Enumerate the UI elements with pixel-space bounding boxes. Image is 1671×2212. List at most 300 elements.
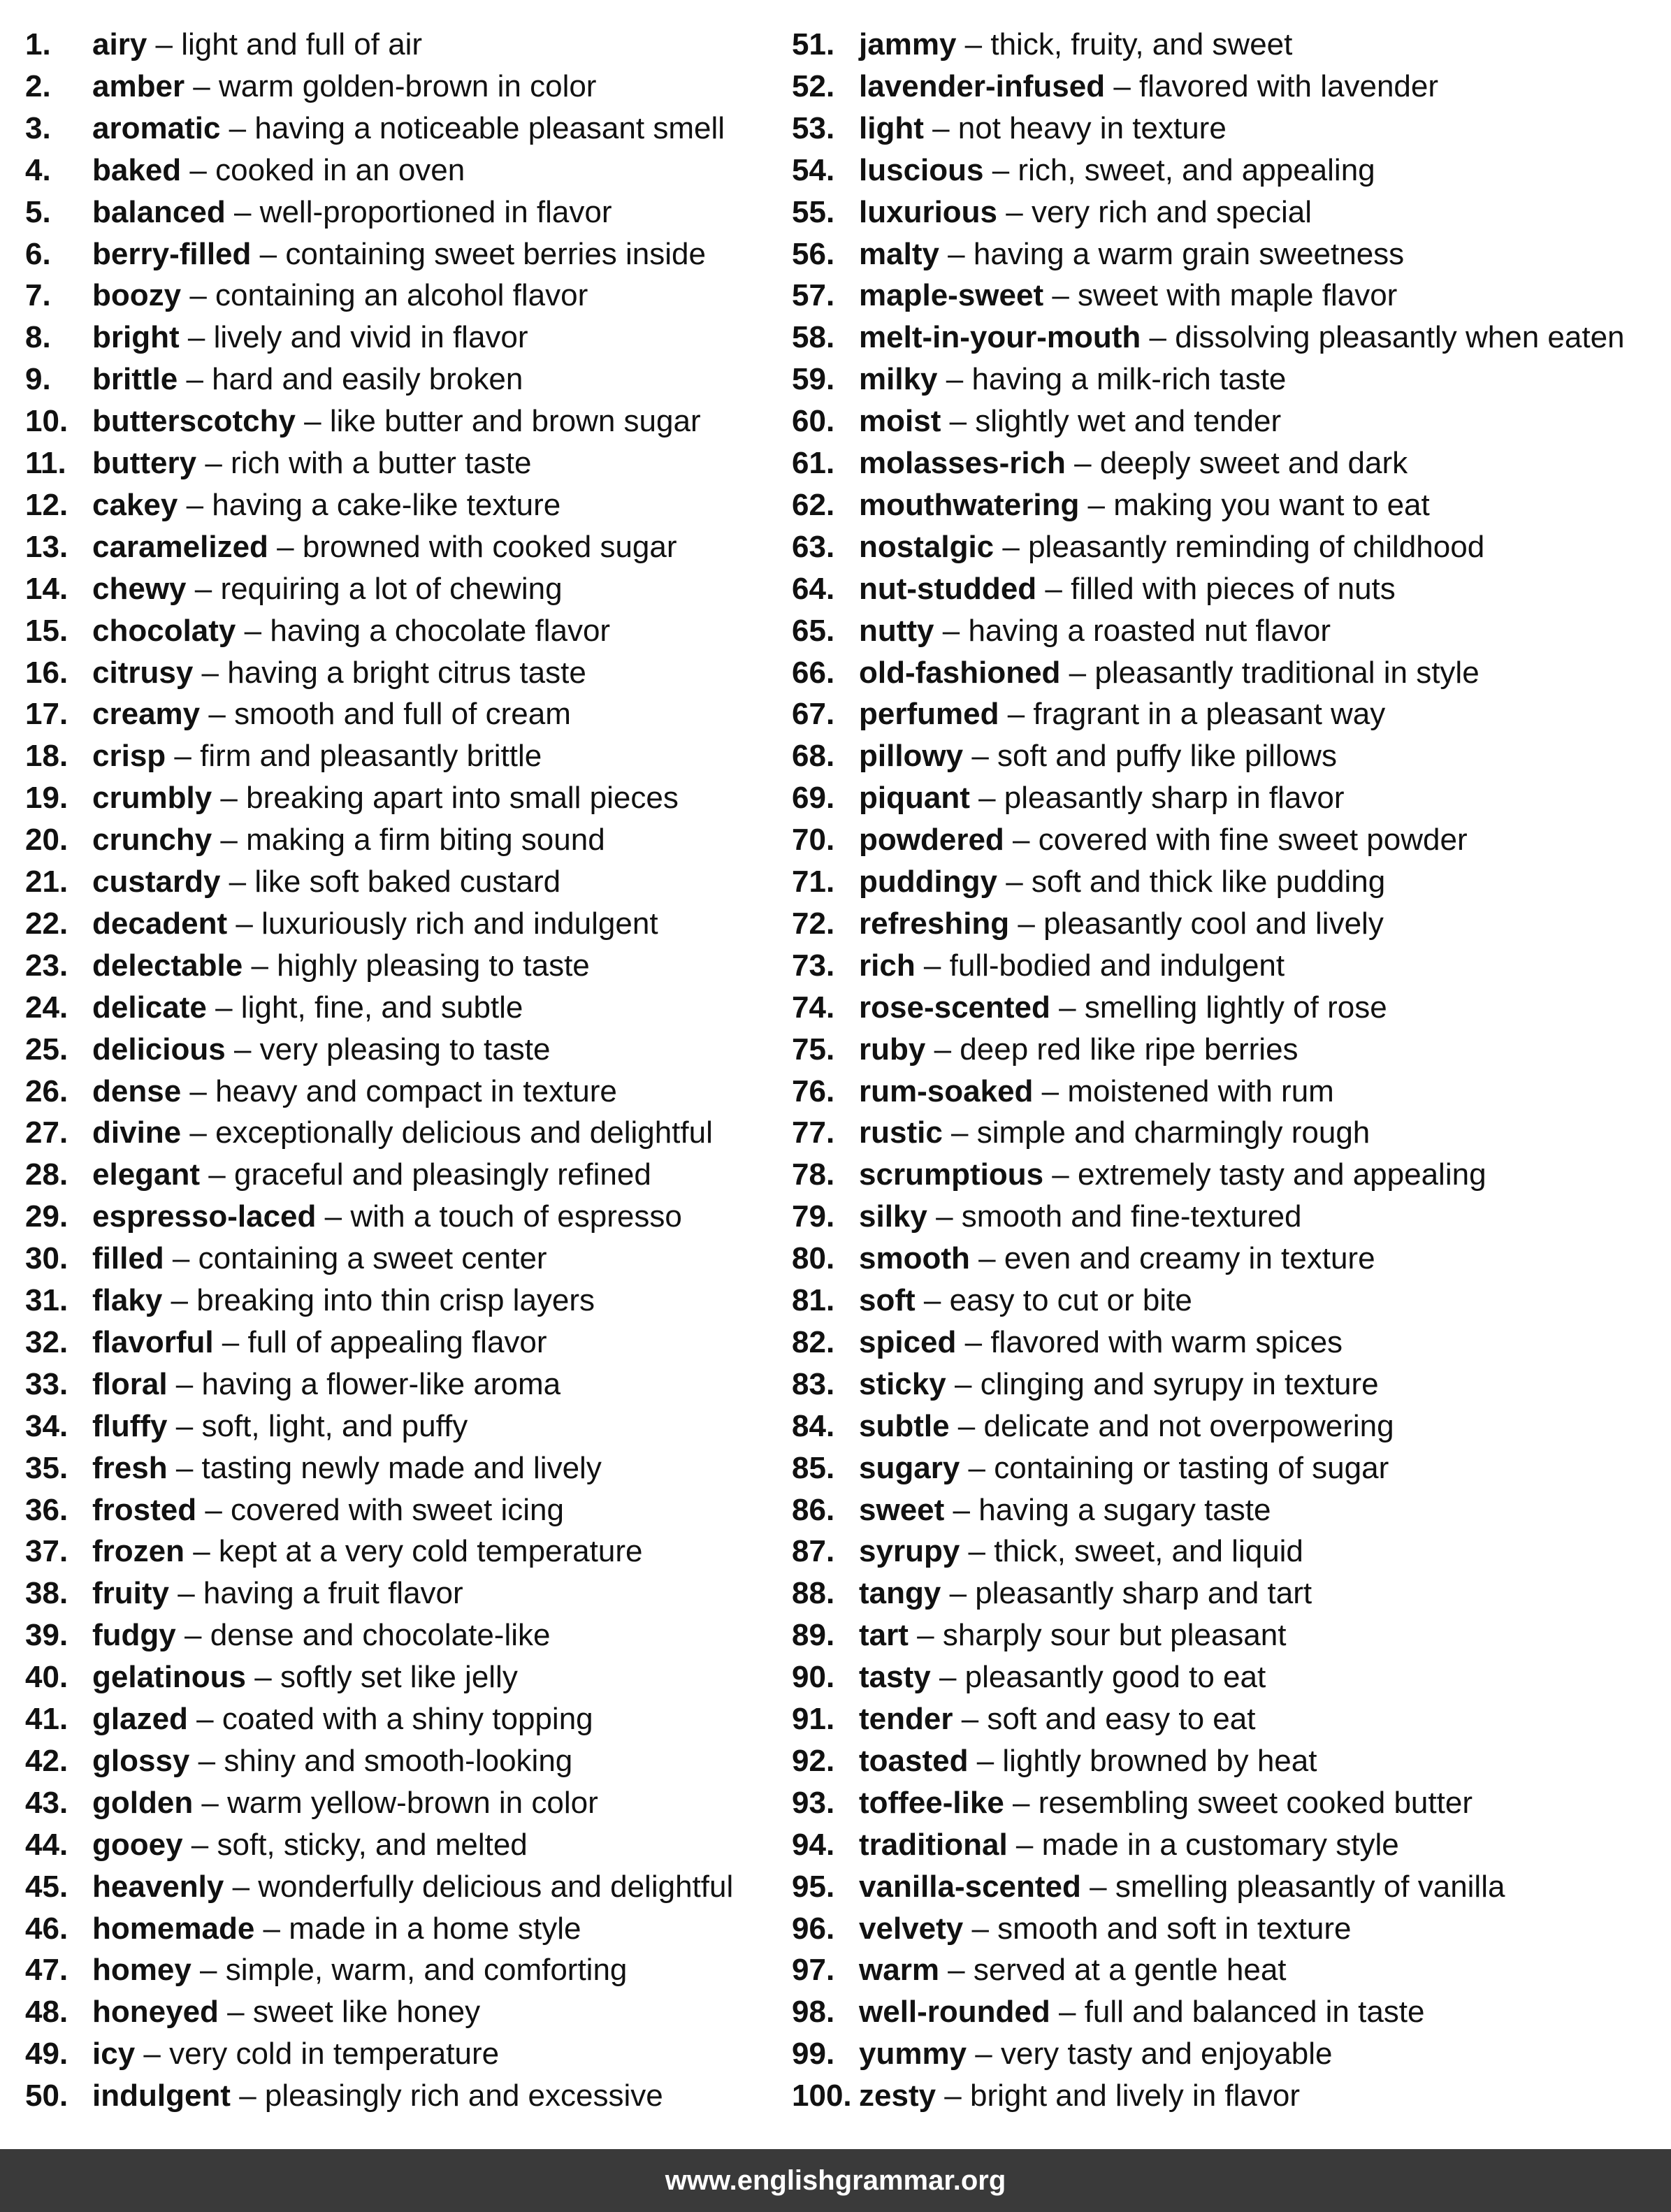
list-item [792, 1698, 1255, 1740]
list-item [25, 317, 528, 359]
list-item [792, 1447, 1389, 1489]
list-item [25, 2075, 663, 2117]
item-number: 59. [792, 362, 835, 397]
item-separator: – [246, 1660, 280, 1695]
list-item [792, 2075, 1300, 2117]
item-number: 100. [792, 2079, 852, 2113]
item-word: tart [859, 1618, 909, 1653]
item-word: luxurious [859, 194, 998, 229]
list-item [792, 1489, 1271, 1531]
item-definition: having a warm grain sweetness [973, 236, 1405, 271]
item-word: boozy [92, 278, 182, 313]
item-separator: – [227, 906, 262, 941]
item-separator: – [963, 739, 998, 774]
item-number: 86. [792, 1492, 835, 1527]
list-item [25, 1656, 518, 1698]
item-word: espresso-laced [92, 1199, 317, 1234]
item-separator: – [166, 739, 201, 774]
item-separator: – [193, 655, 228, 690]
item-number: 77. [792, 1115, 835, 1150]
list-item [25, 1740, 572, 1782]
item-definition: with a touch of espresso [350, 1199, 682, 1234]
item-separator: – [212, 823, 247, 858]
item-definition: having a bright citrus taste [227, 655, 586, 690]
item-number: 57. [792, 278, 835, 313]
item-separator: – [915, 948, 950, 983]
list-item [792, 1238, 1375, 1280]
item-word: baked [92, 152, 182, 187]
item-definition: slightly wet and tender [975, 404, 1282, 439]
item-definition: making you want to eat [1113, 487, 1430, 522]
item-number: 61. [792, 446, 835, 480]
item-number: 34. [25, 1408, 68, 1443]
list-item [25, 1029, 550, 1071]
item-word: piquant [859, 781, 970, 816]
item-definition: warm golden-brown in color [219, 68, 597, 103]
list-item [25, 526, 677, 568]
item-definition: deep red like ripe berries [960, 1032, 1299, 1067]
item-separator: – [1060, 655, 1095, 690]
item-separator: – [167, 1450, 202, 1485]
list-item [792, 108, 1227, 150]
list-item [25, 1531, 642, 1573]
item-number: 1. [25, 27, 51, 62]
item-separator: – [956, 1324, 991, 1359]
item-word: citrusy [92, 655, 194, 690]
item-separator: – [181, 1115, 216, 1150]
item-definition: moistened with rum [1067, 1074, 1334, 1108]
item-separator: – [1105, 68, 1140, 103]
item-word: heavenly [92, 1869, 224, 1904]
item-definition: flavored with warm spices [990, 1324, 1343, 1359]
item-number: 44. [25, 1827, 68, 1862]
item-separator: – [147, 27, 182, 62]
list-item [792, 233, 1404, 275]
item-number: 96. [792, 1911, 835, 1946]
item-definition: having a fruit flavor [203, 1576, 463, 1611]
item-separator: – [937, 362, 972, 397]
item-separator: – [218, 1995, 253, 2030]
item-definition: dense and chocolate-like [210, 1618, 551, 1653]
list-item [792, 1029, 1299, 1071]
item-definition: pleasantly cool and lively [1043, 906, 1384, 941]
item-definition: not heavy in texture [957, 110, 1227, 145]
item-separator: – [999, 697, 1034, 732]
item-word: light [859, 110, 924, 145]
list-item [792, 1614, 1286, 1656]
item-separator: – [200, 1157, 234, 1192]
item-number: 39. [25, 1618, 68, 1653]
item-separator: – [968, 1743, 1003, 1778]
item-separator: – [939, 1953, 974, 1988]
item-word: syrupy [859, 1534, 960, 1569]
item-definition: light and full of air [181, 27, 423, 62]
item-definition: having a chocolate flavor [270, 613, 611, 648]
item-word: scrumptious [859, 1157, 1044, 1192]
item-word: tangy [859, 1576, 941, 1611]
item-separator: – [1036, 571, 1071, 606]
item-separator: – [1043, 278, 1078, 313]
item-definition: graceful and pleasingly refined [233, 1157, 651, 1192]
item-word: warm [859, 1953, 939, 1988]
item-number: 42. [25, 1743, 68, 1778]
list-item [792, 1322, 1343, 1364]
item-definition: thick, sweet, and liquid [994, 1534, 1303, 1569]
item-word: lavender-infused [859, 68, 1106, 103]
list-item [792, 568, 1396, 610]
list-item [25, 400, 701, 442]
item-definition: very cold in temperature [169, 2037, 500, 2072]
item-definition: pleasantly sharp in flavor [1004, 781, 1345, 816]
item-definition: rich, sweet, and appealing [1018, 152, 1375, 187]
item-number: 12. [25, 487, 68, 522]
item-number: 82. [792, 1324, 835, 1359]
item-definition: tasting newly made and lively [201, 1450, 602, 1485]
item-word: sticky [859, 1366, 946, 1401]
list-item [25, 987, 523, 1029]
item-word: sugary [859, 1450, 960, 1485]
item-separator: – [997, 194, 1032, 229]
list-item [25, 1866, 733, 1908]
item-separator: – [927, 1199, 962, 1234]
list-item [25, 1280, 595, 1322]
item-definition: having a noticeable pleasant smell [254, 110, 725, 145]
list-item [25, 1698, 593, 1740]
list-item [25, 1322, 547, 1364]
footer-bar [0, 2149, 1671, 2212]
item-definition: like soft baked custard [254, 865, 561, 899]
item-word: indulgent [92, 2079, 231, 2113]
item-definition: simple and charmingly rough [976, 1115, 1370, 1150]
list-item [25, 66, 596, 108]
item-word: velvety [859, 1911, 964, 1946]
list-item [25, 777, 679, 819]
item-word: divine [92, 1115, 182, 1150]
list-item [792, 652, 1480, 694]
list-item [25, 568, 563, 610]
list-item [25, 191, 612, 233]
item-word: butterscotchy [92, 404, 296, 439]
item-number: 93. [792, 1785, 835, 1820]
item-word: tender [859, 1702, 953, 1736]
item-number: 68. [792, 739, 835, 774]
item-word: golden [92, 1785, 194, 1820]
item-definition: flavored with lavender [1139, 68, 1439, 103]
item-word: fudgy [92, 1618, 176, 1653]
item-definition: covered with sweet icing [231, 1492, 564, 1527]
list-item [792, 1112, 1370, 1154]
list-item [792, 1991, 1425, 2033]
item-definition: containing or tasting of sugar [994, 1450, 1389, 1485]
list-item [25, 1447, 602, 1489]
list-item [792, 1824, 1399, 1866]
item-number: 76. [792, 1074, 835, 1108]
list-item [792, 1405, 1394, 1447]
item-definition: pleasantly reminding of childhood [1028, 529, 1485, 564]
item-definition: hard and easily broken [212, 362, 523, 397]
item-word: luscious [859, 152, 984, 187]
item-definition: coated with a shiny topping [222, 1702, 593, 1736]
item-number: 87. [792, 1534, 835, 1569]
item-number: 33. [25, 1366, 68, 1401]
item-word: balanced [92, 194, 226, 229]
list-item [25, 1238, 547, 1280]
item-separator: – [944, 1492, 979, 1527]
list-item [792, 861, 1385, 903]
item-word: glazed [92, 1702, 188, 1736]
item-separator: – [1050, 990, 1085, 1025]
item-word: glossy [92, 1743, 190, 1778]
item-separator: – [942, 1115, 977, 1150]
item-word: vanilla-scented [859, 1869, 1081, 1904]
item-number: 64. [792, 571, 835, 606]
item-definition: lively and vivid in flavor [213, 320, 528, 355]
item-separator: – [268, 529, 303, 564]
item-definition: having a flower-like aroma [201, 1366, 561, 1401]
item-definition: having a milk-rich taste [971, 362, 1287, 397]
item-number: 25. [25, 1032, 68, 1067]
item-separator: – [200, 697, 235, 732]
item-definition: covered with fine sweet powder [1038, 823, 1468, 858]
item-word: custardy [92, 865, 221, 899]
item-definition: pleasantly traditional in style [1094, 655, 1480, 690]
item-definition: smelling pleasantly of vanilla [1115, 1869, 1505, 1904]
item-definition: exceptionally delicious and delightful [215, 1115, 713, 1150]
item-number: 36. [25, 1492, 68, 1527]
list-item [25, 1824, 528, 1866]
item-number: 41. [25, 1702, 68, 1736]
item-separator: – [225, 1032, 260, 1067]
item-word: subtle [859, 1408, 950, 1443]
item-word: moist [859, 404, 941, 439]
item-definition: sharply sour but pleasant [942, 1618, 1287, 1653]
item-definition: highly pleasing to taste [277, 948, 590, 983]
item-number: 20. [25, 823, 68, 858]
item-number: 58. [792, 320, 835, 355]
item-separator: – [969, 1241, 1004, 1276]
item-word: chocolaty [92, 613, 236, 648]
item-separator: – [956, 27, 991, 62]
item-word: gelatinous [92, 1660, 247, 1695]
list-item [25, 1573, 463, 1614]
item-word: icy [92, 2037, 136, 2072]
item-number: 67. [792, 697, 835, 732]
list-item [25, 945, 590, 987]
list-item [792, 2033, 1333, 2075]
item-separator: – [167, 1366, 202, 1401]
item-number: 32. [25, 1324, 68, 1359]
item-separator: – [179, 320, 214, 355]
item-separator: – [185, 1534, 219, 1569]
item-separator: – [220, 865, 255, 899]
item-definition: very tasty and enjoyable [1001, 2037, 1333, 2072]
item-separator: – [225, 194, 260, 229]
item-separator: – [167, 1408, 202, 1443]
item-separator: – [960, 1534, 994, 1569]
item-definition: full of appealing flavor [247, 1324, 547, 1359]
item-separator: – [254, 1911, 289, 1946]
item-word: flaky [92, 1283, 163, 1317]
list-item [25, 1154, 651, 1196]
item-number: 62. [792, 487, 835, 522]
item-number: 40. [25, 1660, 68, 1695]
item-word: rum-soaked [859, 1074, 1034, 1108]
item-definition: softly set like jelly [280, 1660, 518, 1695]
item-definition: sweet with maple flavor [1078, 278, 1398, 313]
item-number: 26. [25, 1074, 68, 1108]
list-item [25, 1071, 617, 1113]
item-separator: – [181, 152, 216, 187]
item-word: perfumed [859, 697, 999, 732]
item-word: buttery [92, 446, 197, 480]
item-definition: very pleasing to taste [259, 1032, 551, 1067]
list-item [25, 1908, 581, 1950]
list-item [792, 66, 1438, 108]
item-definition: cooked in an oven [215, 152, 465, 187]
item-number: 19. [25, 781, 68, 816]
item-word: sweet [859, 1492, 945, 1527]
item-word: homey [92, 1953, 191, 1988]
item-number: 2. [25, 68, 51, 103]
item-definition: requiring a lot of chewing [220, 571, 563, 606]
list-item [792, 400, 1281, 442]
list-item [25, 233, 706, 275]
item-definition: breaking into thin crisp layers [196, 1283, 595, 1317]
footer-url[interactable]: www.englishgrammar.org [665, 2164, 1006, 2196]
list-item [792, 1782, 1473, 1824]
list-item [792, 1656, 1266, 1698]
item-number: 37. [25, 1534, 68, 1569]
item-separator: – [967, 2037, 1001, 2072]
item-separator: – [187, 1702, 222, 1736]
item-separator: – [178, 362, 212, 397]
item-separator: – [949, 1408, 984, 1443]
item-definition: even and creamy in texture [1004, 1241, 1375, 1276]
item-word: powdered [859, 823, 1004, 858]
list-item [792, 1740, 1317, 1782]
item-word: spiced [859, 1324, 957, 1359]
item-number: 56. [792, 236, 835, 271]
item-separator: – [969, 781, 1004, 816]
item-word: amber [92, 68, 185, 103]
list-item [25, 150, 465, 191]
item-definition: filled with pieces of nuts [1071, 571, 1396, 606]
item-separator: – [196, 446, 231, 480]
item-word: milky [859, 362, 938, 397]
item-definition: dissolving pleasantly when eaten [1175, 320, 1625, 355]
list-item [792, 1531, 1303, 1573]
item-number: 72. [792, 906, 835, 941]
list-item [792, 1573, 1312, 1614]
item-number: 48. [25, 1995, 68, 2030]
item-word: honeyed [92, 1995, 219, 2030]
list-item [792, 777, 1345, 819]
list-item [792, 1071, 1334, 1113]
item-separator: – [1065, 446, 1100, 480]
item-number: 23. [25, 948, 68, 983]
item-word: soft [859, 1283, 916, 1317]
item-definition: firm and pleasantly brittle [200, 739, 542, 774]
item-separator: – [1009, 906, 1044, 941]
item-separator: – [960, 1450, 994, 1485]
item-definition: browned with cooked sugar [302, 529, 677, 564]
item-separator: – [182, 1827, 217, 1862]
item-definition: fragrant in a pleasant way [1033, 697, 1386, 732]
item-word: mouthwatering [859, 487, 1080, 522]
item-definition: extremely tasty and appealing [1077, 1157, 1486, 1192]
list-item [25, 610, 610, 652]
item-definition: making a firm biting sound [246, 823, 605, 858]
item-separator: – [1007, 1827, 1042, 1862]
list-item [792, 610, 1331, 652]
item-word: crisp [92, 739, 166, 774]
item-definition: resembling sweet cooked butter [1038, 1785, 1473, 1820]
item-word: crunchy [92, 823, 212, 858]
item-number: 7. [25, 278, 51, 313]
item-separator: – [186, 571, 221, 606]
item-word: pillowy [859, 739, 964, 774]
item-word: yummy [859, 2037, 967, 2072]
list-item [792, 1949, 1287, 1991]
item-number: 69. [792, 781, 835, 816]
item-separator: – [206, 990, 241, 1025]
item-word: rich [859, 948, 916, 983]
item-separator: – [915, 1283, 950, 1317]
item-separator: – [178, 487, 212, 522]
item-word: zesty [859, 2079, 936, 2113]
item-word: berry-filled [92, 236, 252, 271]
item-number: 3. [25, 110, 51, 145]
list-item [25, 442, 531, 484]
item-definition: served at a gentle heat [973, 1953, 1287, 1988]
item-separator: – [923, 110, 958, 145]
list-item [792, 24, 1292, 66]
item-word: nostalgic [859, 529, 994, 564]
item-definition: soft, light, and puffy [201, 1408, 468, 1443]
item-number: 70. [792, 823, 835, 858]
list-item [792, 1280, 1192, 1322]
item-number: 24. [25, 990, 68, 1025]
item-definition: kept at a very cold temperature [218, 1534, 643, 1569]
item-definition: lightly browned by heat [1002, 1743, 1317, 1778]
item-number: 4. [25, 152, 51, 187]
item-definition: thick, fruity, and sweet [990, 27, 1293, 62]
item-number: 30. [25, 1241, 68, 1276]
item-number: 89. [792, 1618, 835, 1653]
list-item [792, 484, 1430, 526]
item-number: 74. [792, 990, 835, 1025]
item-separator: – [189, 1743, 224, 1778]
item-number: 60. [792, 404, 835, 439]
item-definition: clinging and syrupy in texture [980, 1366, 1379, 1401]
item-definition: containing a sweet center [198, 1241, 547, 1276]
item-number: 15. [25, 613, 68, 648]
item-separator: – [169, 1576, 203, 1611]
item-separator: – [1080, 1869, 1115, 1904]
item-word: chewy [92, 571, 187, 606]
item-number: 47. [25, 1953, 68, 1988]
item-definition: simple, warm, and comforting [225, 1953, 628, 1988]
item-number: 45. [25, 1869, 68, 1904]
item-separator: – [908, 1618, 943, 1653]
item-word: molasses-rich [859, 446, 1066, 480]
list-item [792, 191, 1312, 233]
list-item [25, 652, 586, 694]
item-definition: like butter and brown sugar [329, 404, 701, 439]
list-item [25, 1949, 627, 1991]
list-item [25, 1489, 564, 1531]
item-definition: having a roasted nut flavor [968, 613, 1331, 648]
